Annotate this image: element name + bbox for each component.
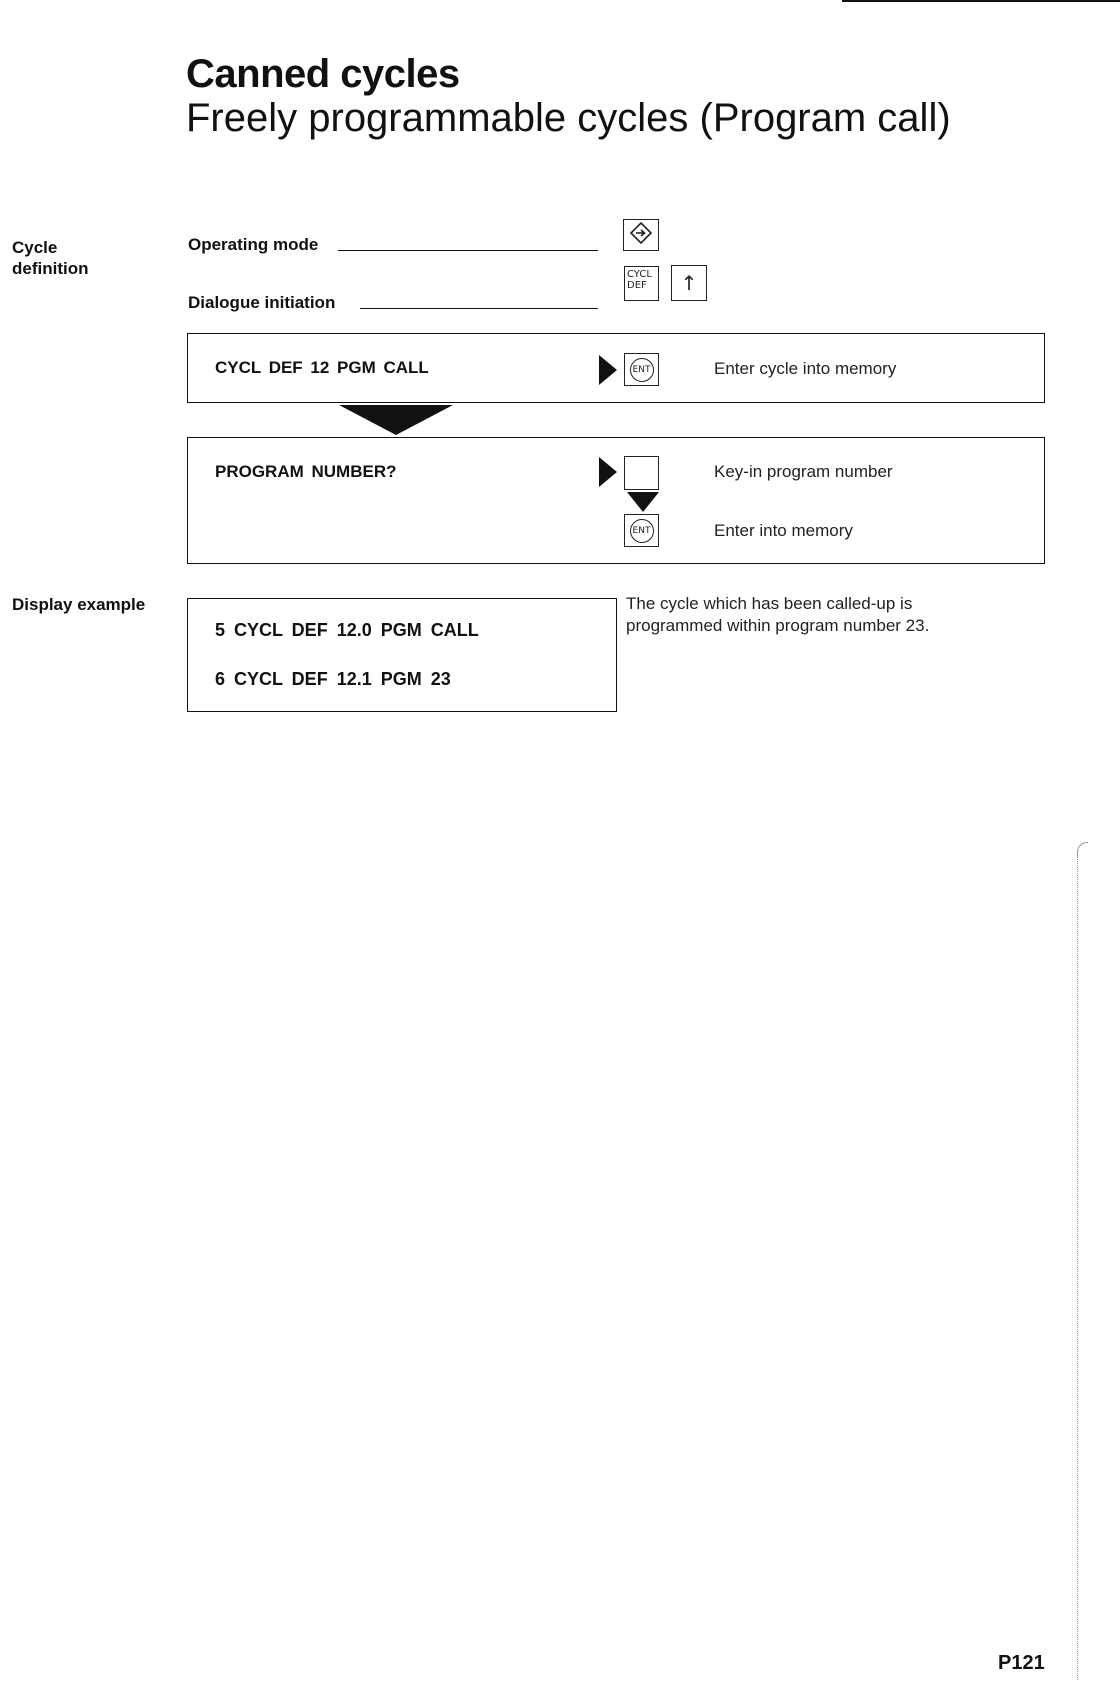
pointer-arrow-icon [599,457,617,487]
small-down-arrow-icon [627,492,659,512]
blank-key[interactable] [624,456,659,490]
flow-down-arrow-icon [339,405,453,435]
dialogue-initiation-label: Dialogue initiation [188,293,336,312]
dialog-action-enter-memory: Enter into memory [714,521,853,540]
arrow-up-icon: ↑ [680,271,698,295]
example-line-2: 6 CYCL DEF 12.1 PGM 23 [215,669,451,689]
dialog-prompt-program-number: PROGRAM NUMBER? [215,462,397,481]
ent-key-icon: ENT [630,519,654,543]
example-line-1: 5 CYCL DEF 12.0 PGM CALL [215,620,479,640]
operating-mode-rule [338,250,598,251]
ent-key[interactable] [624,353,659,386]
page-title: Canned cycles [186,52,460,96]
cycl-def-key-line1: CYCL [627,269,652,280]
program-entry-key[interactable] [623,219,659,251]
margin-line [1077,850,1078,1680]
display-example-box [187,598,617,712]
page-subtitle: Freely programmable cycles (Program call) [186,96,951,140]
dialog-prompt-cycl-def: CYCL DEF 12 PGM CALL [215,358,429,377]
section-label-display-example: Display example [12,595,146,614]
example-note: The cycle which has been called-up is programmed within program number 23. [626,594,930,635]
dialog-action-enter-cycle: Enter cycle into memory [714,359,897,378]
margin-curve [1077,842,1088,857]
program-entry-icon [629,221,653,249]
cycl-def-key-line2: DEF [627,280,647,291]
section-label-cycle-definition: Cycle definition [12,238,89,278]
dialog-action-key-in: Key-in program number [714,462,893,481]
top-rule [842,0,1120,2]
pointer-arrow-icon [599,355,617,385]
ent-key[interactable] [624,514,659,547]
operating-mode-label: Operating mode [188,235,319,254]
dialogue-initiation-rule [360,308,598,309]
page-number: P121 [998,1652,1045,1674]
ent-key-icon: ENT [630,358,654,382]
cycl-def-key[interactable] [624,266,659,301]
arrow-up-key[interactable] [671,265,707,301]
